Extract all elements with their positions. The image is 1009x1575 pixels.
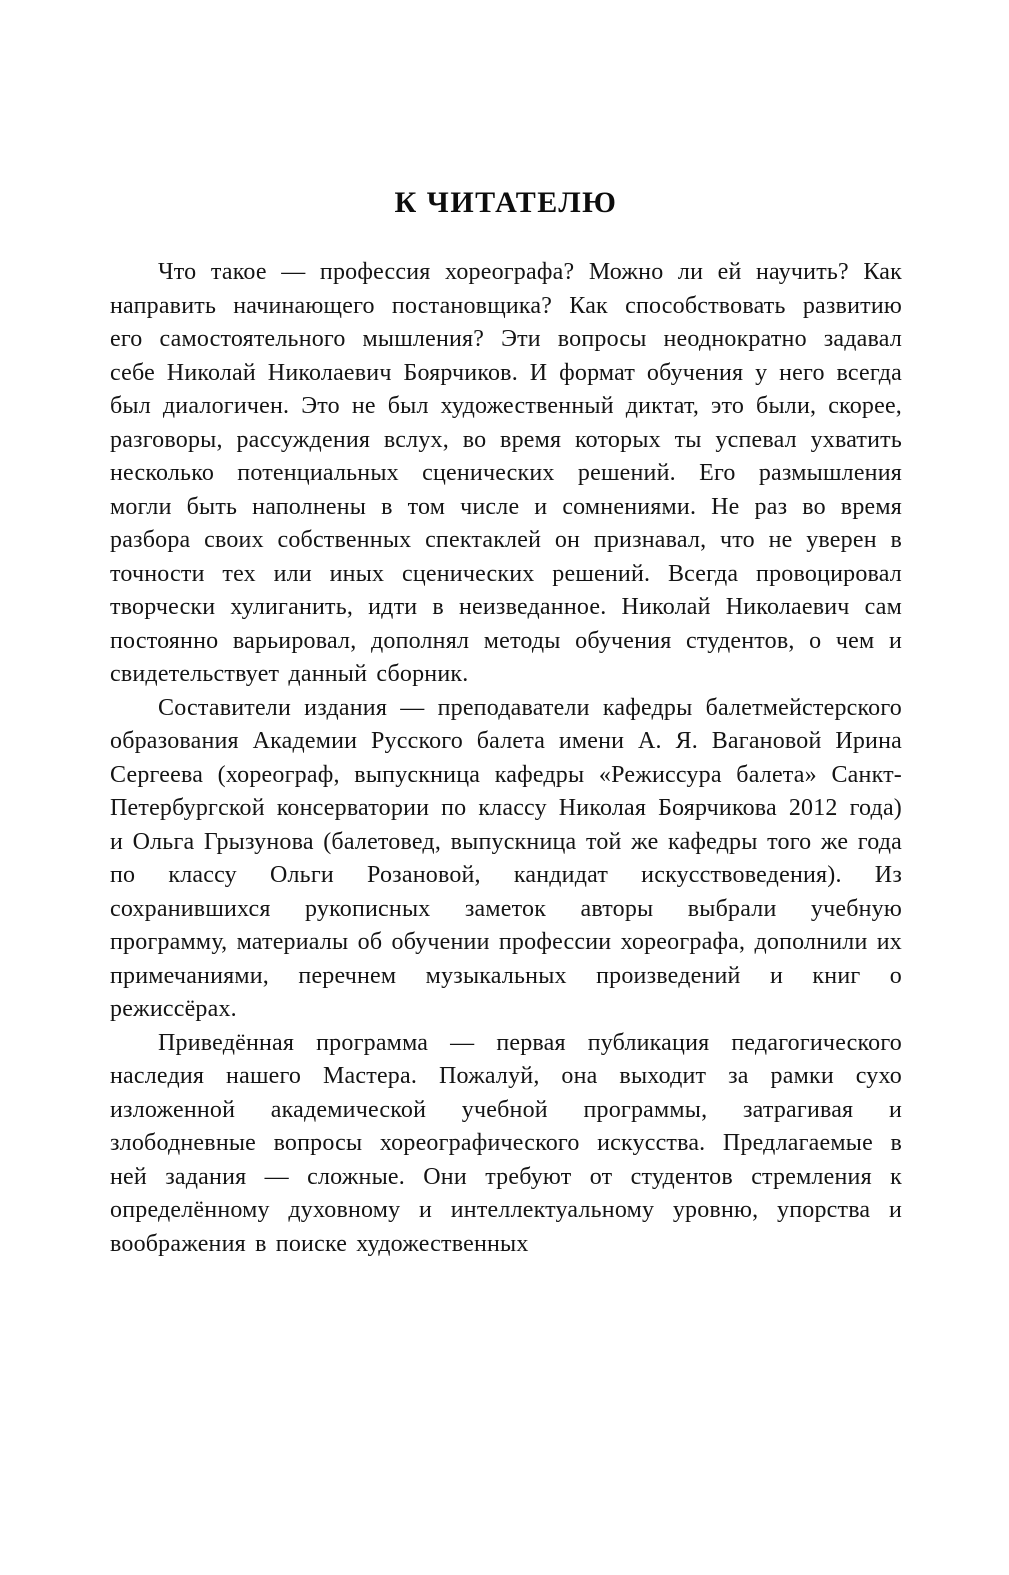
paragraph: Что такое — профессия хореографа? Можно ли ей научить? Как направить начинающего постановщика? Как способствовать развитию его самостоятельного мышления? Эти вопросы неоднократно задавал себе Николай Николаевич Боярчиков. И формат обучения у него всегда был диалогичен. Это не был художественный диктат, это были, скорее, разговоры, рассуждения вслух, во время которых ты успевал ухватить несколько потенциальных сценических решений. Его размышления могли быть наполнены в том числе и сомнениями. Не раз во время разбора своих собственных спектаклей он признавал, что не уверен в точности тех или иных сценических решений. Всегда провоцировал творчески хулиганить, идти в неизведанное. Николай Николаевич сам постоянно варьировал, дополнял методы обучения студентов, о чем и свидетельствует данный сборник. [110,259,902,687]
page-content [110,186,902,1261]
paragraph: Приведённая программа — первая публикация педагогического наследия нашего Мастера. Пожалуй, она выходит за рамки сухо изложенной академической учебной программы, затрагивая и злободневные вопросы хореографического искусства. Предлагаемые в ней задания — сложные. Они требуют от студентов стремления к определённому духовному и интеллектуальному уровню, упорства и воображения в поиске художественных [110,1029,902,1257]
paragraph: Составители издания — преподаватели кафедры балетмейстерского образования Академии Русского балета имени А. Я. Вагановой Ирина Сергеева (хореограф, выпускница кафедры «Режиссура балета» Санкт-Петербургской консерватории по классу Николая Боярчикова 2012 года) и Ольга Грызунова (балетовед, выпускница той же кафедры того же года по классу Ольги Розановой, кандидат искусствоведения). Из сохранившихся рукописных заметок авторы выбрали учебную программу, материалы об обучении профессии хореографа, дополнили их примечаниями, перечнем музыкальных произведений и книг о режиссёрах. [110,694,902,1022]
page-title: К ЧИТАТЕЛЮ [394,186,618,219]
